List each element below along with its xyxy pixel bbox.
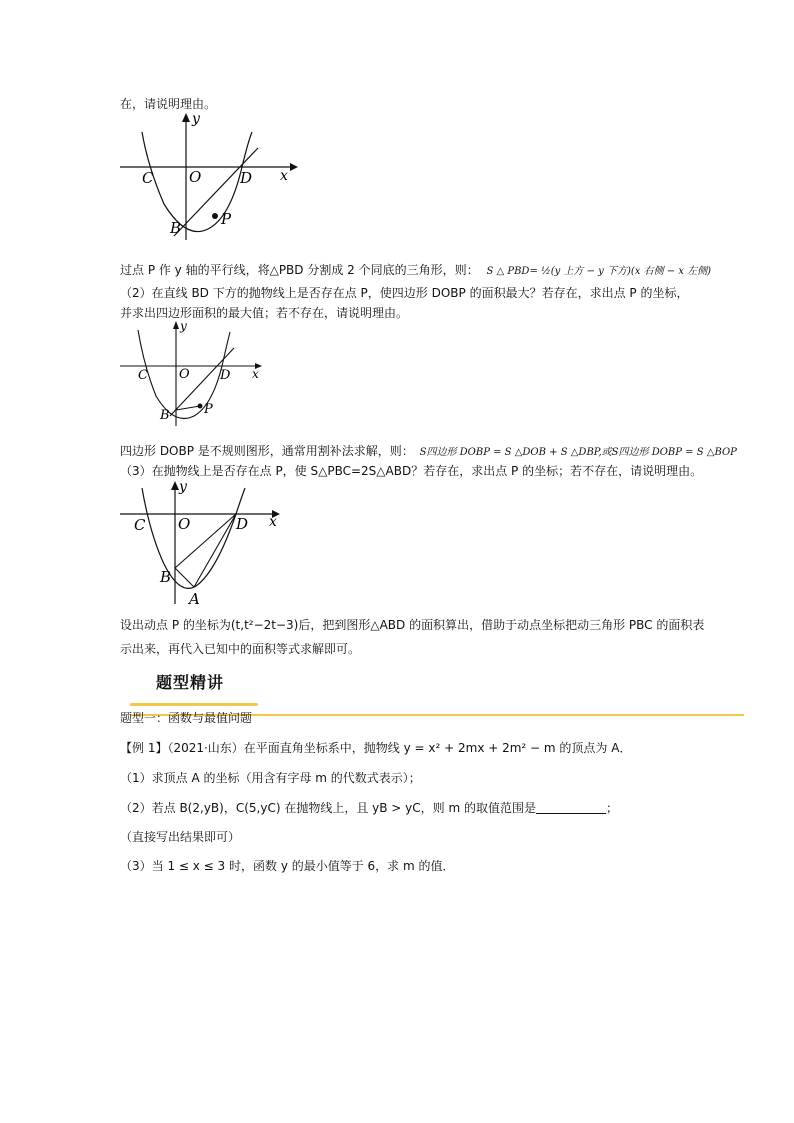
example-1-part-2-end: ； [605,801,618,815]
method-1-text [120,262,711,280]
example-1-intro: 【例 1】（2021·山东）在平面直角坐标系中，抛物线 y = x² + 2mx + 2m² − m 的顶点为 A． [120,741,632,755]
label-o: O [189,168,202,186]
y-axis-arrow [171,481,179,490]
label-c: C [138,368,148,383]
label-y: y [179,479,187,495]
answer-blank[interactable] [536,801,606,814]
parabola [142,488,245,588]
label-o: O [179,367,190,382]
y-axis-arrow [173,321,179,329]
label-c: C [142,169,154,187]
example-1-part-3: （3）当 1 ≤ x ≤ 3 时，函数 y 的最小值等于 6，求 m 的值． [120,859,455,873]
x-axis-arrow [290,163,298,171]
label-c: C [134,516,146,534]
section-title: 题型精讲 [156,673,225,692]
method-1-formula: S △ PBD= ½(y 上方 − y 下方)(x 右侧 − x 左侧) [486,266,712,277]
section-title-accent [130,703,258,706]
label-a: A [189,590,200,608]
label-x: x [269,514,277,530]
label-y: y [192,111,200,127]
continuation-line: 在，请说明理由。 [120,97,217,111]
label-x: x [252,367,259,381]
method-1-desc: 过点 P 作 y 轴的平行线，将△PBD 分割成 2 个同底的三角形，则： [120,263,479,277]
label-b: B [170,219,182,237]
label-y: y [180,319,187,333]
method-2-desc: 四边形 DOBP 是不规则图形，通常用割补法求解，则： [120,444,414,458]
figure-1-graph [112,110,302,245]
label-d: D [236,515,249,533]
example-1-part-1: （1）求顶点 A 的坐标（用含有字母 m 的代数式表示）； [120,771,421,785]
method-2-text [120,443,737,461]
label-p: P [204,402,213,417]
example-1-part-2-text: （2）若点 B(2,yB)，C(5,yC) 在抛物线上，且 yB > yC，则 m 的取值范围是 [120,801,536,815]
segment-ad [194,514,236,587]
question-2-line-1: （2）在直线 BD 下方的抛物线上是否存在点 P，使四边形 DOBP 的面积最大？若存在，求出点 P 的坐标， [120,286,689,300]
example-1-part-2-note: （直接写出结果即可） [120,830,241,844]
label-d: D [220,368,231,383]
label-b: B [160,568,172,586]
question-2-line-2: 并求出四边形面积的最大值；若不存在，请说明理由。 [120,306,409,320]
label-p: P [221,210,232,228]
point-p [198,404,203,409]
method-3-line-2: 示出来，再代入已知中的面积等式求解即可。 [120,642,361,656]
method-2-formula: S四边形 DOBP = S △DOB + S △DBP,或S四边形 DOBP = S △BOP [419,447,737,458]
label-o: O [178,515,191,533]
label-x: x [280,168,288,184]
label-b: B [160,408,170,423]
figure-3-graph [112,478,287,608]
point-p [212,213,218,219]
question-3-text: （3）在抛物线上是否存在点 P，使 S△PBC=2S△ABD？若存在，求出点 P 的坐标；若不存在，请说明理由。 [120,464,703,478]
method-3-line-1: 设出动点 P 的坐标为(t,t²−2t−3)后，把到图形△ABD 的面积算出，借助于动点坐标把动三角形 PBC 的面积表 [120,618,705,632]
label-d: D [240,169,253,187]
type-1-title: 题型一：函数与最值问题 [120,711,253,725]
y-axis-arrow [182,113,190,122]
example-1-part-2 [120,800,618,816]
figure-2-graph [112,318,267,430]
